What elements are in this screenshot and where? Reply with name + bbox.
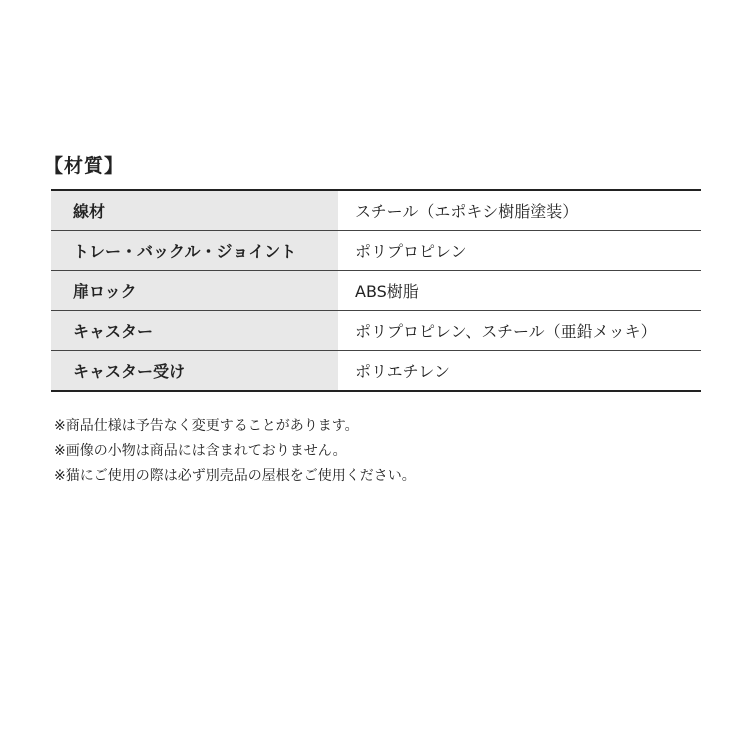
note-item: ※商品仕様は予告なく変更することがあります。 <box>54 418 359 434</box>
table-row <box>51 351 701 392</box>
material-label: トレー・バックル・ジョイント <box>51 231 338 271</box>
material-value: スチール（エポキシ樹脂塗装） <box>338 190 701 231</box>
notes-list <box>54 414 416 489</box>
material-label: 扉ロック <box>51 271 338 311</box>
material-label: 線材 <box>51 190 338 231</box>
table-row <box>51 271 701 311</box>
table-row <box>51 311 701 351</box>
note-item: ※画像の小物は商品には含まれておりません。 <box>54 443 347 459</box>
material-value: ポリプロピレン、スチール（亜鉛メッキ） <box>338 311 701 351</box>
table-row <box>51 190 701 231</box>
note-item: ※猫にご使用の際は必ず別売品の屋根をご使用ください。 <box>54 468 416 484</box>
material-label: キャスター <box>51 311 338 351</box>
material-label: キャスター受け <box>51 351 338 392</box>
material-value: ポリプロピレン <box>338 231 701 271</box>
material-value: ABS樹脂 <box>338 271 701 311</box>
table-row <box>51 231 701 271</box>
materials-table <box>51 189 701 392</box>
section-title: 【材質】 <box>44 155 125 177</box>
material-value: ポリエチレン <box>355 362 450 381</box>
